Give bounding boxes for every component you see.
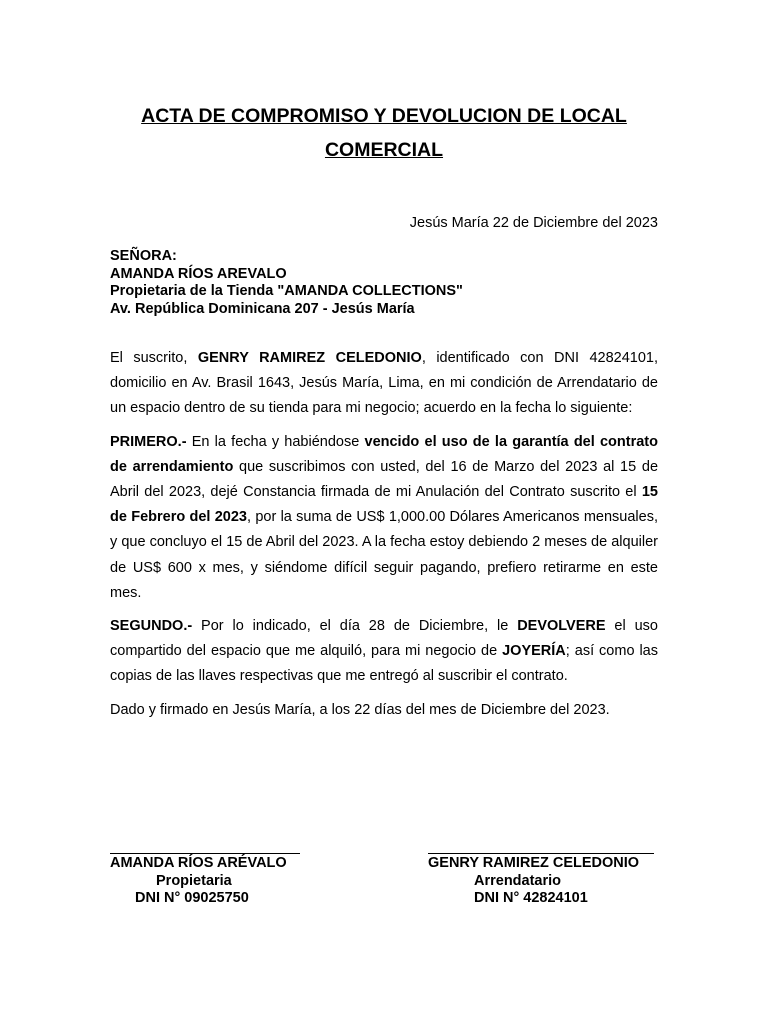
signature-role: Propietaria	[156, 872, 232, 889]
primero-bold-date: 15 de Febrero del 2023	[110, 484, 658, 526]
closing-paragraph: Dado y firmado en Jesús María, a los 22 días del mes de Diciembre del 2023.	[110, 701, 610, 718]
addressee-name: AMANDA RÍOS AREVALO	[110, 265, 287, 282]
signature-name: AMANDA RÍOS ARÉVALO	[110, 855, 287, 871]
segundo-text-1: Por lo indicado, el día 28 de Diciembre, le	[192, 618, 518, 635]
addressee-salutation: SEÑORA:	[110, 248, 177, 264]
signature-line	[428, 853, 654, 854]
primero-paragraph	[110, 430, 658, 606]
primero-heading: PRIMERO.-	[110, 433, 187, 450]
addressee-position: Propietaria de la Tienda "AMANDA COLLECTIONS"	[110, 283, 463, 299]
document-title	[110, 99, 658, 167]
document-date: Jesús María 22 de Diciembre del 2023	[409, 215, 658, 231]
signature-dni: DNI N° 09025750	[135, 890, 249, 906]
signature-line	[110, 853, 300, 854]
segundo-heading: SEGUNDO.-	[110, 618, 193, 635]
title-line-2: COMERCIAL	[324, 139, 444, 161]
intro-bold-name: GENRY RAMIREZ CELEDONIO	[197, 350, 422, 366]
primero-text-2: que suscribimos con usted, del 16 de Marzo del 2023 al 15 de Abril del 2023, dejé Constancia firmada de mi Anulación del Contrato suscrito el	[110, 458, 659, 501]
signature-block-tenant	[428, 840, 654, 908]
signature-name: GENRY RAMIREZ CELEDONIO	[428, 855, 640, 871]
primero-bold-1: vencido el uso de la garantía del contrato de arrendamiento	[110, 433, 658, 475]
primero-text-3: , por la suma de US$ 1,000.00 Dólares Americanos mensuales, y que concluyo el 15 de Abril del 2023. A la fecha estoy debiendo 2 meses de alquiler de US$ 600 x mes, y siéndome difícil seguir pagando, prefiero retirarme en este mes.	[110, 509, 659, 601]
segundo-text-2: el uso compartido del espacio que me alquiló, para mi negocio de	[110, 618, 658, 660]
segundo-bold-1: DEVOLVERE	[517, 618, 606, 635]
signature-dni: DNI N° 42824101	[474, 890, 588, 906]
segundo-paragraph	[110, 614, 658, 690]
addressee-block	[110, 248, 463, 318]
title-line-1: ACTA DE COMPROMISO Y DEVOLUCION DE LOCAL	[141, 105, 627, 127]
intro-text-2: , identificado con DNI 42824101, domicilio en Av. Brasil 1643, Jesús María, Lima, en mi condición de Arrendatario de un espacio dentro de su tienda para mi negocio; acuerdo en la fecha lo siguiente:	[110, 350, 658, 417]
intro-text-1: El suscrito,	[110, 350, 198, 366]
signature-block-owner	[110, 840, 300, 908]
segundo-text-3: ; así como las copias de las llaves respectivas que me entregó al suscribir el contrato.	[110, 643, 659, 685]
primero-text-1: En la fecha y habiéndose	[186, 433, 365, 450]
document-body	[110, 346, 658, 731]
segundo-bold-2: JOYERÍA	[502, 643, 566, 660]
signature-role: Arrendatario	[474, 872, 562, 889]
intro-paragraph	[110, 346, 658, 422]
addressee-address: Av. República Dominicana 207 - Jesús María	[110, 300, 415, 317]
